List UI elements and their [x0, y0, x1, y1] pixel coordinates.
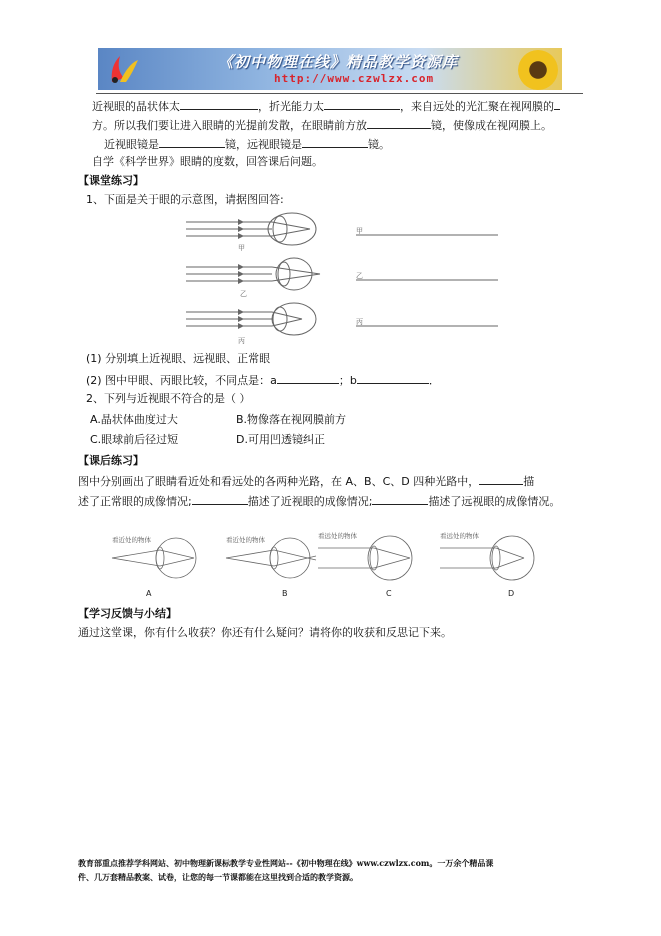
banner-url: http://www.czwlzx.com	[274, 72, 435, 85]
text: 图中分别画出了眼睛看近处和看远处的各两种光路，在 A、B、C、D 四种光路中，	[78, 475, 480, 488]
text: 近视眼的晶状体太	[92, 100, 180, 113]
text: ，来自远处的光汇聚在视网膜的	[400, 100, 554, 113]
banner-title: 《初中物理在线》精品教学资源库	[218, 53, 459, 71]
option-d: D.可用凹透镜纠正	[236, 433, 325, 446]
light-path-figure	[104, 528, 550, 600]
answer-label-bing: 丙	[356, 318, 363, 326]
blank	[372, 493, 428, 505]
text: 镜，远视眼镜是	[225, 138, 302, 151]
blank	[180, 98, 258, 110]
after-class-line-2	[78, 493, 560, 509]
blank	[357, 372, 429, 384]
intro-line-2	[92, 117, 552, 133]
text: 描述了远视眼的成像情况。	[428, 495, 561, 508]
question-1-2	[86, 372, 440, 388]
blank	[277, 372, 339, 384]
footer-line-1: 教育部重点推荐学科网站、初中物理新课标教学专业性网站--《初中物理在线》www.czwlzx.com。一万余个精品课	[78, 858, 494, 868]
blank	[554, 98, 560, 110]
question-2: 2、下列与近视眼不符合的是（ ）	[86, 392, 251, 405]
option-a: A.晶状体曲度过大	[90, 413, 178, 426]
text: 述了正常眼的成像情况;	[78, 495, 192, 508]
fig-label-jia-under: 甲	[238, 244, 245, 252]
sunflower-icon	[518, 50, 558, 90]
text: (2) 图中甲眼、丙眼比较，不同点是：a	[86, 374, 277, 387]
fig-caption-a: 看近处的物体	[112, 536, 151, 544]
text: 描	[523, 475, 535, 488]
fig-letter-c: C	[386, 589, 392, 598]
fig-caption-c: 看远处的物体	[318, 532, 357, 540]
summary-text: 通过这堂课，你有什么收获？你还有什么疑问？请将你的收获和反思记下来。	[78, 626, 452, 639]
fig-letter-b: B	[282, 589, 288, 598]
blank	[324, 98, 400, 110]
question-1-1: (1) 分别填上近视眼、远视眼、正常眼	[86, 352, 271, 365]
text: 近视眼镜是	[104, 138, 159, 151]
fig-caption-d: 看远处的物体	[440, 532, 479, 540]
text: 镜，使像成在视网膜上。	[431, 119, 552, 132]
after-class-line-1	[78, 473, 534, 489]
option-c: C.眼球前后径过短	[90, 433, 179, 446]
blank	[479, 473, 523, 485]
fig-label-bing-under: 丙	[238, 337, 245, 345]
text: ，折光能力太	[258, 100, 324, 113]
blank	[367, 117, 431, 129]
text: ；b	[338, 374, 357, 387]
text: ．	[428, 374, 440, 387]
site-logo-icon	[106, 52, 142, 86]
fig-letter-a: A	[146, 589, 152, 598]
answer-label-jia: 甲	[356, 227, 363, 235]
blank	[192, 493, 248, 505]
text: 描述了近视眼的成像情况;	[247, 495, 373, 508]
fig-letter-d: D	[508, 589, 515, 598]
header-divider	[96, 93, 583, 94]
after-class-heading: 【课后练习】	[78, 454, 144, 467]
intro-line-1	[92, 98, 560, 114]
footer-line-2: 件、几万套精品教案、试卷，让您的每一节课都能在这里找到合适的教学资源。	[78, 872, 358, 882]
blank	[302, 136, 368, 148]
classroom-heading: 【课堂练习】	[78, 174, 144, 187]
blank	[159, 136, 225, 148]
question-1: 1、下面是关于眼的示意图，请据图回答:	[86, 193, 284, 206]
fig-label-yi-under: 乙	[240, 290, 247, 298]
intro-line-3	[104, 136, 390, 152]
eye-diagram-figure	[180, 212, 510, 348]
intro-line-4: 自学《科学世界》眼睛的度数，回答课后问题。	[92, 155, 323, 168]
option-b: B.物像落在视网膜前方	[236, 413, 347, 426]
summary-heading: 【学习反馈与小结】	[78, 607, 177, 620]
text: 方。所以我们要让进入眼睛的光提前发散，在眼睛前方放	[92, 119, 367, 132]
header-banner	[98, 48, 562, 90]
fig-caption-b: 看近处的物体	[226, 536, 265, 544]
answer-label-yi: 乙	[356, 272, 363, 280]
text: 镜。	[368, 138, 390, 151]
